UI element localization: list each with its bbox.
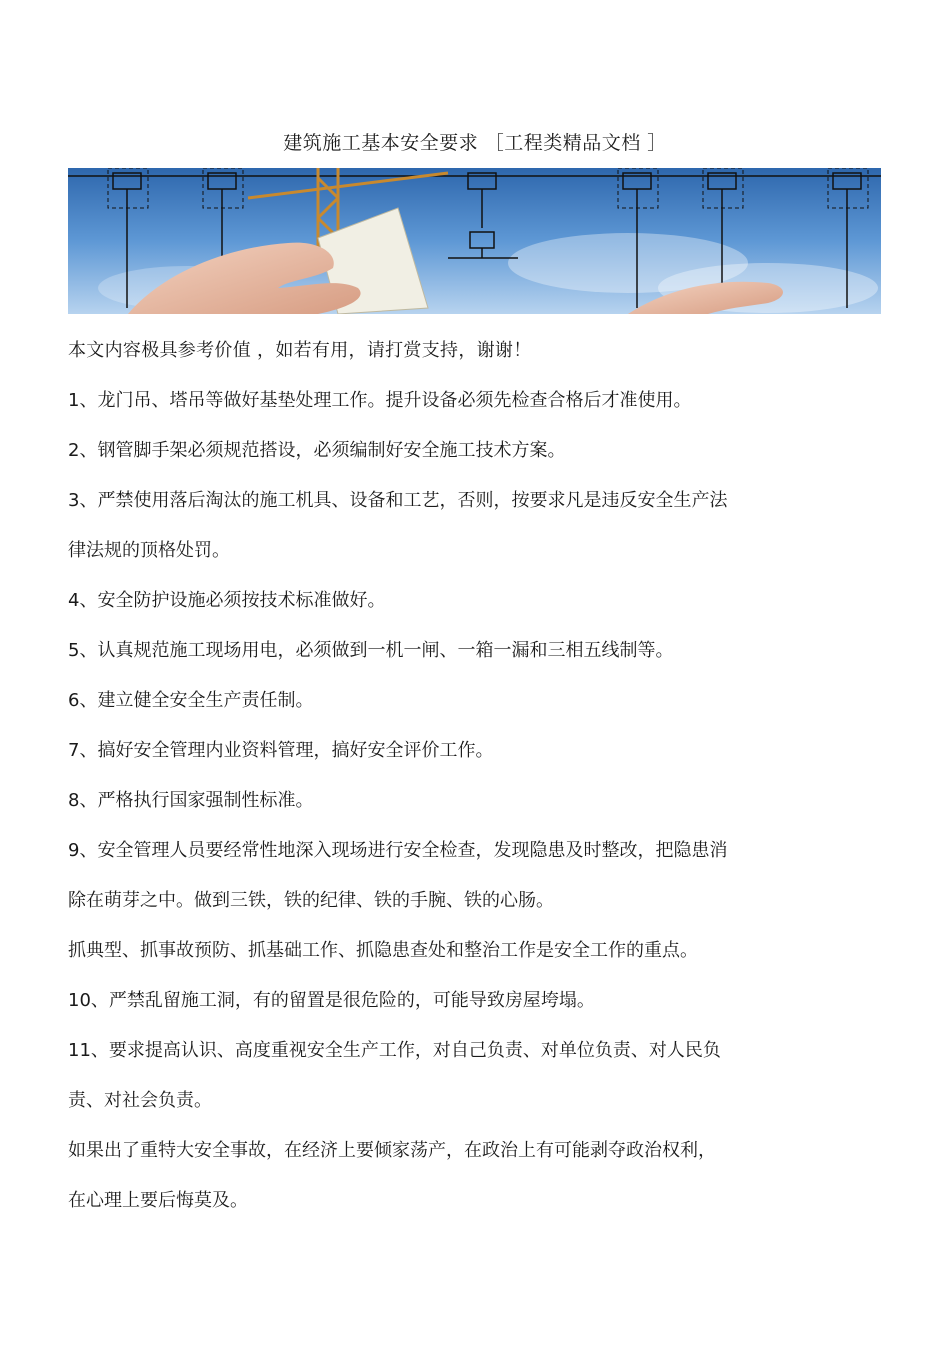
body-line: 8、严格执行国家强制性标准。 xyxy=(68,790,314,811)
body-line: 责、对社会负责。 xyxy=(68,1090,212,1111)
body-line: 2、钢管脚手架必须规范搭设，必须编制好安全施工技术方案。 xyxy=(68,440,566,461)
body-line: 1、龙门吊、塔吊等做好基垫处理工作。提升设备必须先检查合格后才准使用。 xyxy=(68,390,692,411)
banner-image xyxy=(68,168,881,314)
body-line: 5、认真规范施工现场用电，必须做到一机一闸、一箱一漏和三相五线制等。 xyxy=(68,640,674,661)
body-line: 抓典型、抓事故预防、抓基础工作、抓隐患查处和整治工作是安全工作的重点。 xyxy=(68,940,698,961)
body-line: 律法规的顶格处罚。 xyxy=(68,540,230,561)
body-line: 4、安全防护设施必须按技术标准做好。 xyxy=(68,590,386,611)
body-line: 7、搞好安全管理内业资料管理，搞好安全评价工作。 xyxy=(68,740,494,761)
body-line: 如果出了重特大安全事故，在经济上要倾家荡产，在政治上有可能剥夺政治权利， xyxy=(68,1140,716,1161)
body-line: 6、建立健全安全生产责任制。 xyxy=(68,690,314,711)
intro-line: 本文内容极具参考价值 ，如若有用，请打赏支持，谢谢！ xyxy=(68,340,532,361)
body-line: 9、安全管理人员要经常性地深入现场进行安全检查，发现隐患及时整改，把隐患消 xyxy=(68,840,728,861)
body-line: 除在萌芽之中。做到三铁，铁的纪律、铁的手腕、铁的心肠。 xyxy=(68,890,554,911)
body-line: 3、严禁使用落后淘汰的施工机具、设备和工艺，否则，按要求凡是违反安全生产法 xyxy=(68,490,728,511)
construction-banner-illustration xyxy=(68,168,881,314)
page-title: 建筑施工基本安全要求 ［工程类精品文档 ］ xyxy=(283,132,667,154)
body-line: 10、严禁乱留施工洞，有的留置是很危险的，可能导致房屋垮塌。 xyxy=(68,990,595,1011)
document-body xyxy=(68,326,858,1226)
body-line: 在心理上要后悔莫及。 xyxy=(68,1190,248,1211)
body-line: 11、要求提高认识、高度重视安全生产工作，对自己负责、对单位负责、对人民负 xyxy=(68,1040,721,1061)
